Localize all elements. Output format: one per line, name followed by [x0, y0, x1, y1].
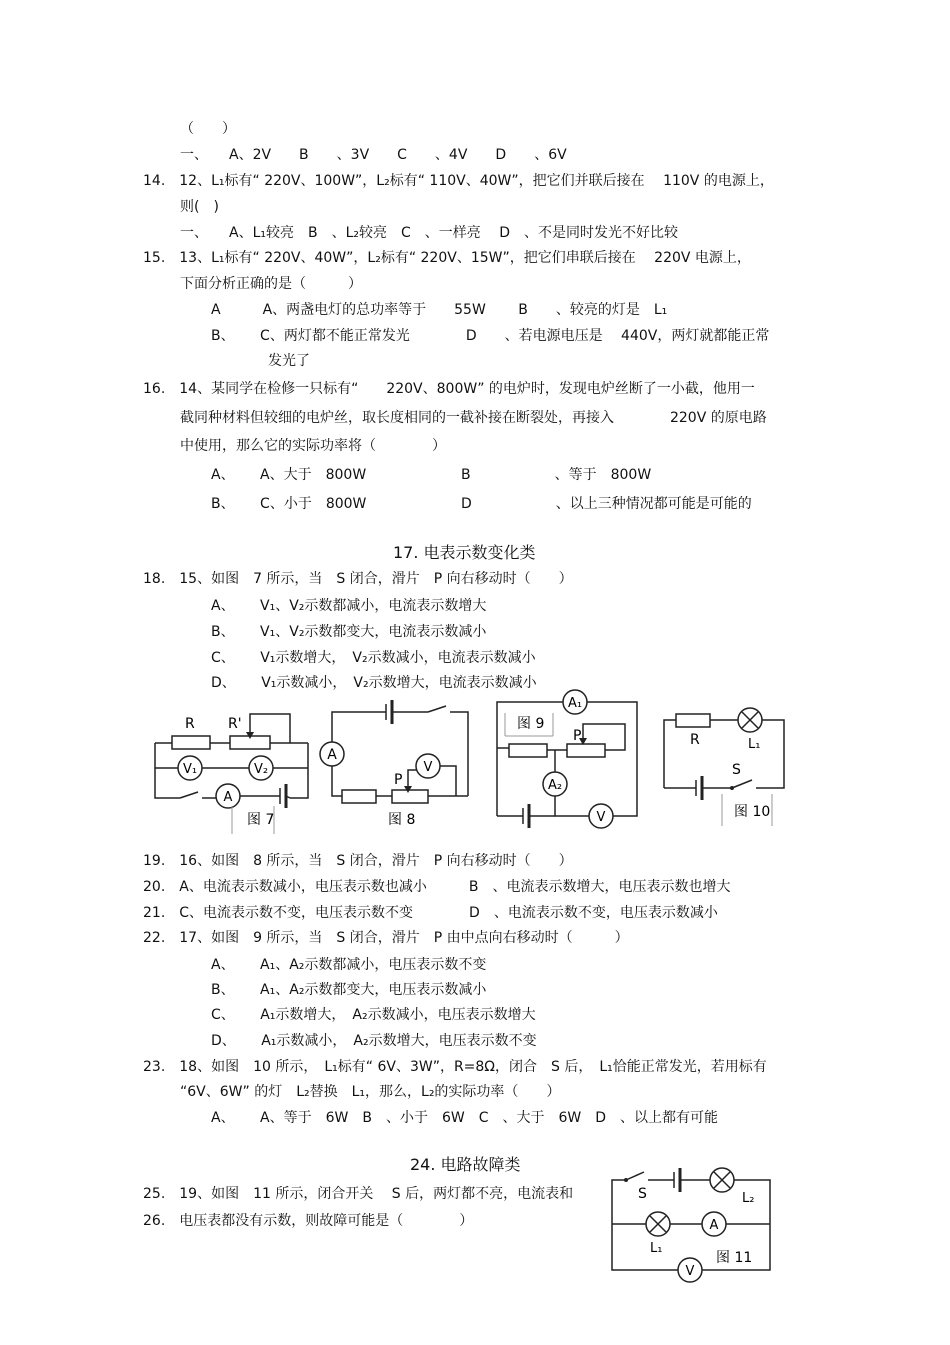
q13-options: 一、 A、2V B 、3V C 、4V D 、6V: [180, 147, 567, 163]
fig11-ammeter: A: [709, 1218, 719, 1233]
q22-stem: 22. 17、如图 9 所示，当 S 闭合，滑片 P 由中点向右移动时（ ）: [143, 930, 629, 946]
fig8-ammeter: A: [327, 747, 337, 763]
q15-stem: 15. 13、L₁标有“ 220V、40W”，L₂标有“ 220V、15W”，把它们串联后接在 220V 电源上，: [143, 250, 751, 266]
fig10-label-S: S: [732, 762, 741, 778]
fig9-caption: 图 9: [517, 716, 545, 732]
fig9-voltmeter: V: [596, 810, 606, 825]
q22-option-b: B、 A₁、A₂示数都变大，电压表示数减小: [211, 982, 487, 998]
q16-option-a: A、 A、大于 800W: [211, 467, 367, 483]
figure-7-circuit: [150, 708, 320, 834]
q23-stem-cont: “6V、6W” 的灯 L₂替换 L₁，那么，L₂的实际功率（ ）: [180, 1084, 561, 1100]
q19-stem: 19. 16、如图 8 所示，当 S 闭合，滑片 P 向右移动时（ ）: [143, 853, 573, 869]
fig8-slider-p: P: [394, 772, 403, 788]
q16-option-b: B 、等于 800W: [461, 467, 652, 483]
q18-option-a: A、 V₁、V₂示数都减小，电流表示数增大: [211, 598, 487, 614]
fig7-label-R2: R': [228, 716, 242, 732]
q19-options-ab: 20. A、电流表示数减小，电压表示数也减小 B 、电流表示数增大，电压表示数也增大: [143, 879, 731, 895]
q14-stem-cont: 则( ): [180, 199, 219, 215]
fig11-label-L1: L₁: [650, 1241, 663, 1256]
q15-options-cont: 发光了: [268, 353, 310, 369]
section-heading-faults: 24. 电路故障类: [410, 1155, 521, 1174]
q16-option-d: D 、以上三种情况都可能是可能的: [461, 496, 752, 512]
fig7-ammeter: A: [223, 790, 233, 805]
q18-option-b: B、 V₁、V₂示数都变大，电流表示数减小: [211, 624, 487, 640]
q25-stem: 25. 19、如图 11 所示，闭合开关 S 后，两灯都不亮，电流表和: [143, 1186, 574, 1202]
fig7-label-R: R: [185, 716, 195, 732]
fig8-caption: 图 8: [388, 812, 416, 828]
fig7-voltmeter-v2: V₂: [253, 762, 269, 777]
q15-stem-cont: 下面分析正确的是（ ）: [180, 276, 362, 292]
q22-option-c: C、 A₁示数增大， A₂示数减小，电压表示数增大: [211, 1007, 536, 1023]
q23-stem: 23. 18、如图 10 所示， L₁标有“ 6V、3W”，R=8Ω，闭合 S 后， L₁恰能正常发光，若用标有: [143, 1059, 767, 1075]
q18-option-c: C、 V₁示数增大， V₂示数减小，电流表示数减小: [211, 650, 536, 666]
fig9-ammeter-a2: A₂: [547, 778, 563, 793]
q15-options-cd: B、 C、两灯都不能正常发光 D 、若电源电压是 440V，两灯就都能正常: [211, 328, 770, 344]
q15-options-ab: A A、两盏电灯的总功率等于 55W B 、较亮的灯是 L₁: [211, 302, 668, 318]
fig11-label-L2: L₂: [742, 1191, 755, 1206]
q18-stem: 18. 15、如图 7 所示，当 S 闭合，滑片 P 向右移动时（ ）: [143, 571, 573, 587]
fig10-label-R: R: [690, 732, 700, 748]
q25-stem-cont: 26. 电压表都没有示数，则故障可能是（ ）: [143, 1213, 474, 1229]
q19-options-cd: 21. C、电流表示数不变，电压表示数不变 D 、电流表示数不变，电压表示数减小: [143, 905, 718, 921]
q22-option-d: D、 A₁示数减小， A₂示数增大，电压表示数不变: [211, 1033, 537, 1049]
q14-stem: 14. 12、L₁标有“ 220V、100W”，L₂标有“ 110V、40W”，把它们并联后接在 110V 的电源上，: [143, 173, 774, 189]
fig11-label-S: S: [638, 1186, 647, 1202]
q14-options: 一、 A、L₁较亮 B 、L₂较亮 C 、一样亮 D 、不是同时发光不好比较: [180, 225, 679, 241]
figure-8-circuit: [318, 700, 478, 830]
figure-11-circuit: [608, 1164, 776, 1284]
section-heading-meters: 17. 电表示数变化类: [393, 543, 536, 562]
fig10-caption: 图 10: [734, 804, 771, 820]
figure-10-circuit: [660, 704, 790, 830]
fig8-voltmeter: V: [423, 760, 433, 775]
figure-9-circuit: [495, 688, 645, 832]
q16-option-c: B、 C、小于 800W: [211, 496, 367, 512]
q18-option-d: D、 V₁示数减小， V₂示数增大，电流表示数减小: [211, 675, 537, 691]
q16-stem-2: 截同种材料但较细的电炉丝，取长度相同的一截补接在断裂处，再接入 220V 的原电路: [180, 410, 767, 426]
fig9-ammeter-a1: A₁: [567, 696, 583, 711]
q22-option-a: A、 A₁、A₂示数都减小，电压表示数不变: [211, 957, 487, 973]
fig7-voltmeter-v1: V₁: [182, 762, 198, 777]
fig11-voltmeter: V: [685, 1264, 695, 1279]
fig7-caption: 图 7: [247, 812, 275, 828]
q23-options: A、 A、等于 6W B 、小于 6W C 、大于 6W D 、以上都有可能: [211, 1110, 719, 1126]
fig11-caption: 图 11: [716, 1250, 753, 1266]
q16-stem: 16. 14、某同学在检修一只标有“ 220V、800W” 的电炉时，发现电炉丝断了一小截，他用一: [143, 381, 755, 397]
q16-stem-3: 中使用，那么它的实际功率将（ ）: [180, 438, 446, 454]
answer-bracket-13: （ ）: [180, 121, 236, 137]
fig10-label-L1: L₁: [748, 737, 761, 752]
fig9-slider-p: P: [573, 728, 582, 744]
